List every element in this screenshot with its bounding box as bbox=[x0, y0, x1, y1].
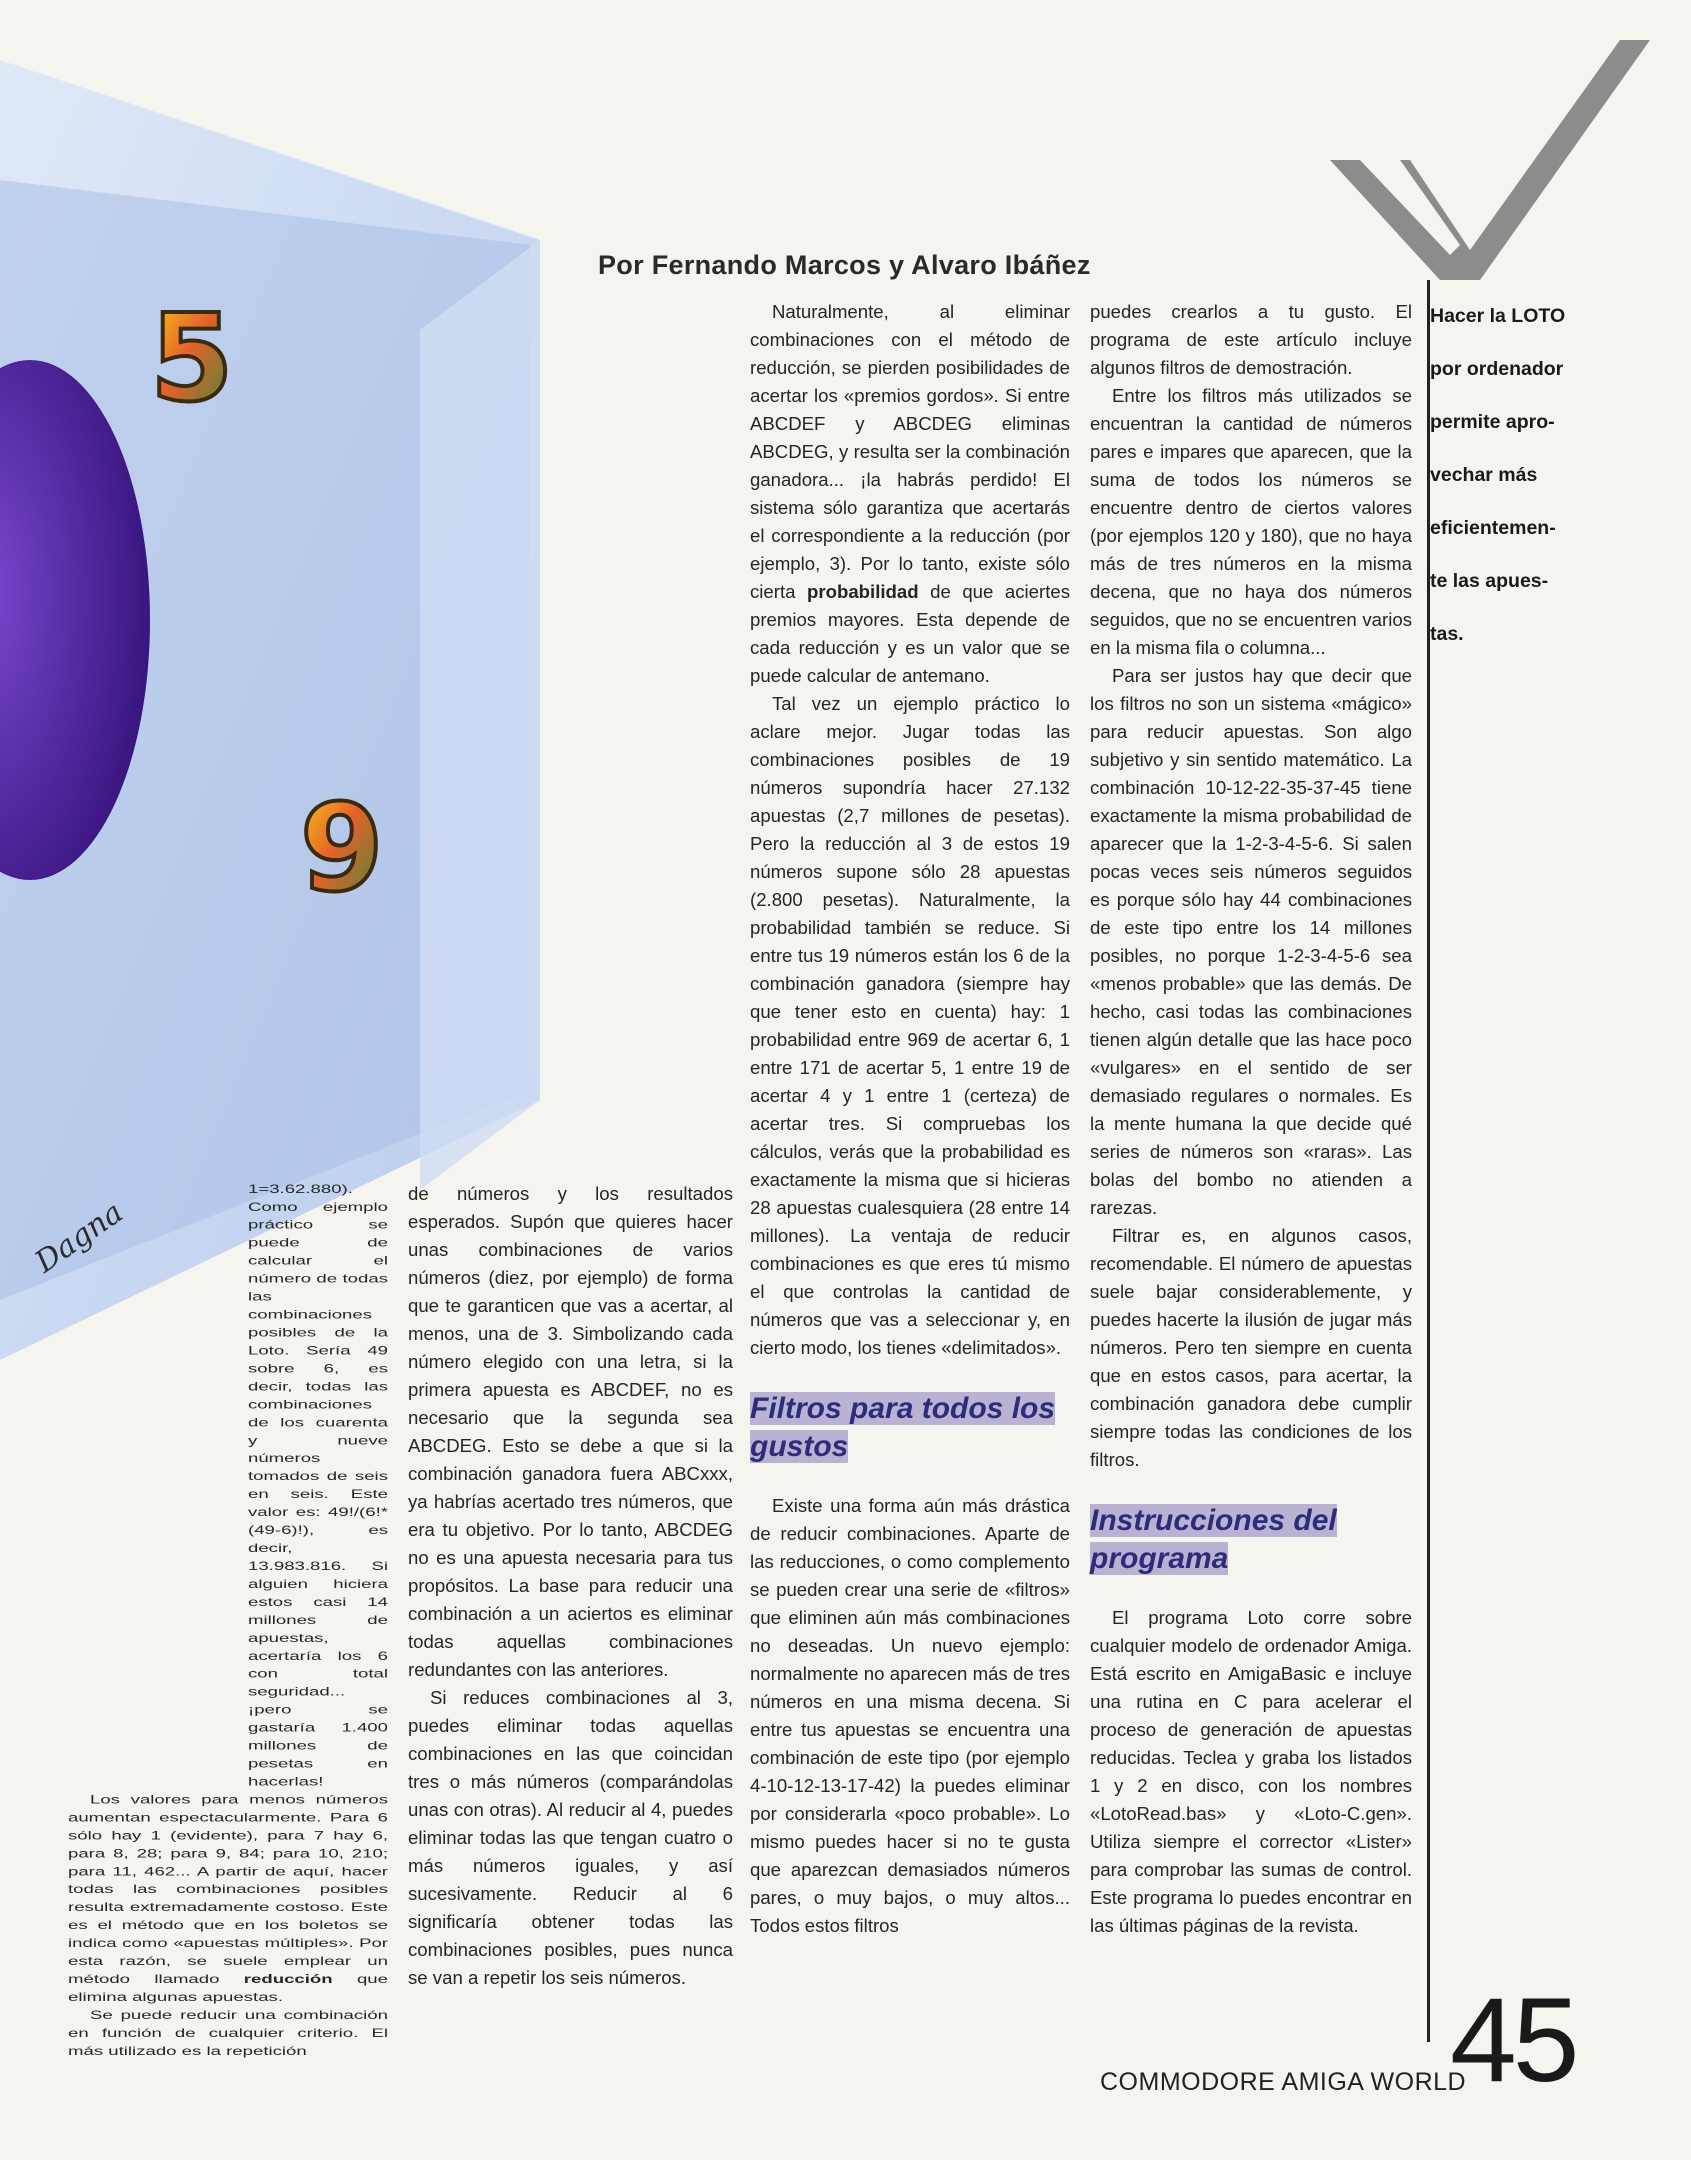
pullquote-line: vechar más bbox=[1430, 464, 1538, 486]
col3-paragraph-1: Naturalmente, al eliminar combinaciones con el método de reducción, se pierden posibilidades de acertar los «premios gordos». Si entre ABCDEF y ABCDEG eliminas ABCDEG, y resulta ser la combinación ganadora... ¡la habrás perdido! El sistema sólo garantiza que acertarás el correspondiente a la reducción (por ejemplo, 3). Por lo tanto, existe sólo cierta probabilidad de que aciertes premios mayores. Esta depende de cada reducción y es un valor que se puede calcular de antemano. bbox=[750, 301, 1071, 686]
column-4 bbox=[1090, 298, 1412, 1940]
col4-paragraph-5: El programa Loto corre sobre cualquier modelo de ordenador Amiga. Está escrito en AmigaBasic e incluye una rutina en C para acelerar el proceso de generación de apuestas reducidas. Teclea y graba los listados 1 y 2 en disco, con los nombres «LotoRead.bas» y «Loto-C.gen». Utiliza siempre el corrector «Lister» para comprobar las sumas de control. Este programa lo puedes encontrar en las últimas páginas de la revista. bbox=[1090, 1607, 1412, 1936]
col2-paragraph-1: de números y los resultados esperados. Supón que quieres hacer unas combinaciones de varios números (diez, por ejemplo) de forma que te garanticen que vas a acertar, al menos, una de 3. Simbolizando cada número elegido con una letra, si la primera apuesta es ABCDEF, no es necesario que la segunda sea ABCDEG. Esto se debe a que si la combinación ganadora fuera ABCxxx, ya habrías acertado tres números, que era tu objetivo. Por lo tanto, ABCDEG no es una apuesta necesaria para tus propósitos. La base para reducir una combinación a un aciertos es eliminar todas aquellas combinaciones redundantes con las anteriores. bbox=[408, 1183, 733, 1680]
pullquote-line: Hacer la LOTO bbox=[1430, 305, 1566, 327]
col4-paragraph-1: puedes crearlos a tu gusto. El programa de este artículo incluye algunos filtros de demostración. bbox=[1090, 301, 1412, 378]
byline: Por Fernando Marcos y Alvaro Ibáñez bbox=[598, 250, 1091, 280]
pullquote-line: te las apues- bbox=[1430, 570, 1549, 592]
page-number: 45 bbox=[1450, 1973, 1576, 2107]
pullquote-line: eficientemen- bbox=[1430, 517, 1556, 539]
col2-paragraph-2: Si reduces combinaciones al 3, puedes eliminar todas aquellas combinaciones en las que coincidan tres o más números (comparándolas unas con otras). Al reducir al 4, puedes eliminar todas las que tengan cuatro o más números iguales, y así sucesivamente. Reducir al 6 significaría obtener todas las combinaciones posibles, pues nunca se van a repetir los seis números. bbox=[408, 1687, 733, 1988]
cube-edge bbox=[420, 240, 540, 1190]
col4-paragraph-2: Entre los filtros más utilizados se encuentran la cantidad de números pares e impares que aparecen, que la suma de todos los números se encuentre dentro de ciertos valores (por ejemplos 120 y 180), que no haya más de tres números en la misma decena, que no haya dos números seguidos, que no se encuentren varios en la misma fila o columna... bbox=[1090, 385, 1412, 658]
pullquote-line: permite apro- bbox=[1430, 411, 1555, 433]
section-heading-filtros: Filtros para todos los gustos bbox=[750, 1392, 1056, 1463]
column-1 bbox=[68, 1180, 388, 2060]
pullquote-line: tas. bbox=[1430, 623, 1464, 645]
ball-digit-9: 9 bbox=[300, 780, 384, 919]
section-heading-instrucciones: Instrucciones del programa bbox=[1090, 1504, 1337, 1575]
column-2 bbox=[408, 1180, 733, 1992]
col4-paragraph-4: Filtrar es, en algunos casos, recomendable. El número de apuestas suele bajar considerablemente, y puedes hacerte la ilusión de jugar más números. Pero ten siempre en cuenta que en estos casos, para acertar, la combinación ganadora debe cumplir siempre todas las condiciones de los filtros. bbox=[1090, 1225, 1412, 1470]
column-3 bbox=[750, 298, 1070, 1940]
checkmark-logo-icon bbox=[1320, 30, 1660, 280]
col1-paragraph-2: Los valores para menos números aumentan espectacularmente. Para 6 sólo hay 1 (evidente), para 7 hay 6, para 8, 28; para 9, 84; para 10, 210; para 11, 462... A partir de aquí, hacer todas las combinaciones posibles resulta extremadamente costoso. Este es el método que en los boletos se indica como «apuestas múltiples». Por esta razón, se suele emplear un método llamado reducción que elimina algunas apuestas. bbox=[68, 1792, 388, 2004]
col4-paragraph-3: Para ser justos hay que decir que los filtros no son un sistema «mágico» para reducir apuestas. Son algo subjetivo y sin sentido matemático. La combinación 10-12-22-35-37-45 tiene exactamente la misma probabilidad de aparecer que la 1-2-3-4-5-6. Si salen pocas veces seis números seguidos es porque sólo hay 44 combinaciones de este tipo entre los 14 millones posibles, no porque 1-2-3-4-5-6 sea «menos probable» que las demás. De hecho, casi todas las combinaciones tienen algún detalle que las hace poco «vulgares» en el sentido de ser demasiado regulares o normales. Es la mente humana la que decide qué series de números son «raras». Las bolas del bombo no atienden a rarezas. bbox=[1090, 665, 1412, 1218]
sidebar-pullquote bbox=[1430, 290, 1590, 661]
col3-paragraph-3: Existe una forma aún más drástica de reducir combinaciones. Aparte de las reducciones, o como complemento se pueden crear una serie de «filtros» que eliminen aún más combinaciones no deseadas. Un nuevo ejemplo: normalmente no aparecen más de tres números en una misma decena. Si entre tus apuestas se encuentra una combinación de este tipo (por ejemplo 4-10-12-13-17-42) la puedes eliminar por considerarla «poco probable». Lo mismo puedes hacer si no te gusta que aparezcan demasiados números pares, o muy bajos, o muy altos... Todos estos filtros bbox=[750, 1495, 1070, 1936]
col3-paragraph-2: Tal vez un ejemplo práctico lo aclare mejor. Jugar todas las combinaciones posibles de 19 números supondría hacer 27.132 apuestas (2,7 millones de pesetas). Pero la reducción al 3 de estos 19 números supone sólo 28 apuestas (2.800 pesetas). Naturalmente, la probabilidad también se reduce. Si entre tus 19 números están los 6 de la combinación ganadora (siempre hay que tener esto en cuenta) hay: 1 probabilidad entre 969 de acertar 6, 1 entre 171 de acertar 5, 1 entre 19 de acertar 4 y 1 entre 1 (certeza) de acertar tres. Si compruebas los cálculos, verás que la probabilidad es exactamente la misma que si hicieras 28 apuestas cualesquiera (28 entre 14 millones). La ventaja de reducir combinaciones es que eres tú mismo el que controlas la cantidad de números que vas a seleccionar y, en cierto modo, los tienes «delimitados». bbox=[750, 693, 1070, 1358]
magazine-footer: COMMODORE AMIGA WORLD bbox=[1100, 2068, 1467, 2096]
artist-signature: Dagna bbox=[28, 1194, 130, 1281]
pullquote-line: por ordenador bbox=[1430, 358, 1564, 380]
ball-digit-5: 5 bbox=[150, 290, 234, 429]
col1-paragraph-3: Se puede reducir una combinación en función de cualquier criterio. El más utilizado es la repetición bbox=[68, 2008, 388, 2058]
col1-paragraph-1: 1=3.62.880). Como ejemplo práctico se puede de calcular el número de todas las combinaciones posibles de la Loto. Sería 49 sobre 6, es decir, todas las combinaciones de los cuarenta y nueve números tomados de seis en seis. Este valor es: 49!/(6!*(49-6)!), es decir, 13.983.816. Si alguien hiciera estos casi 14 millones de apuestas, acertaría los 6 con total seguridad... ¡pero se gastaría 1.400 millones de pesetas en hacerlas! bbox=[248, 1181, 388, 1789]
